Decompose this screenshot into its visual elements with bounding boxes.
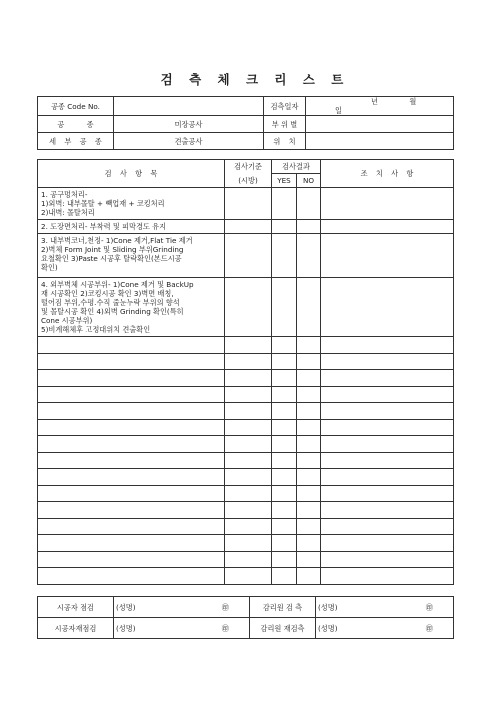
name-label: (성명) — [318, 623, 338, 633]
checklist-item-line: 2)내벽: 몰탈처리 — [41, 208, 95, 217]
no-cell[interactable] — [297, 386, 321, 403]
checklist-empty-row — [38, 485, 454, 502]
signature-table — [37, 596, 454, 639]
item-cell[interactable] — [38, 370, 225, 387]
yes-cell[interactable] — [272, 188, 297, 220]
seal-icon: ㊞ — [221, 623, 229, 633]
code-label: 공종 Code No. — [38, 97, 114, 116]
action-cell[interactable] — [321, 220, 454, 234]
supervisor-recheck-label: 감리원 재검측 — [250, 618, 316, 639]
info-row-trade — [38, 116, 454, 133]
checklist-item-row — [38, 234, 454, 278]
checklist-empty-row — [38, 370, 454, 387]
header-standard: 검사기준 — [225, 160, 272, 174]
checklist-item-text — [38, 220, 225, 234]
standard-cell[interactable] — [225, 469, 272, 486]
yes-cell[interactable] — [272, 568, 297, 585]
no-cell[interactable] — [297, 337, 321, 354]
standard-cell[interactable] — [225, 234, 272, 278]
inspection-date-label: 검측일자 — [264, 97, 306, 116]
header-items: 검 사 항 목 — [38, 160, 225, 188]
contractor-check-signature[interactable] — [114, 597, 250, 618]
checklist-item-line: 재 시공확인 2)코킹시공 확인 3)벽면 배칭, — [41, 289, 174, 298]
checklist-item-line: 및 몰탈시공 확인 4)외벽 Grinding 확인(특히 — [41, 307, 184, 316]
yes-cell[interactable] — [272, 551, 297, 568]
page-title: 검 측 체 크 리 스 트 — [160, 72, 344, 87]
standard-cell[interactable] — [225, 535, 272, 552]
checklist-item-line: 1. 공구멍처리- — [41, 190, 88, 199]
checklist-empty-row — [38, 469, 454, 486]
no-cell[interactable] — [297, 220, 321, 234]
yes-cell[interactable] — [272, 535, 297, 552]
checklist-item-text — [38, 188, 225, 220]
signature-row — [38, 597, 454, 618]
no-cell[interactable] — [297, 278, 321, 337]
checklist-empty-row — [38, 452, 454, 469]
date-year: 년 — [371, 97, 378, 106]
no-cell[interactable] — [297, 551, 321, 568]
item-cell[interactable] — [38, 353, 225, 370]
standard-cell[interactable] — [225, 419, 272, 436]
standard-cell[interactable] — [225, 452, 272, 469]
header-no: NO — [297, 174, 321, 188]
supervisor-recheck-signature[interactable] — [316, 618, 454, 639]
yes-cell[interactable] — [272, 485, 297, 502]
item-cell[interactable] — [38, 469, 225, 486]
yes-cell[interactable] — [272, 518, 297, 535]
checklist-header-row — [38, 160, 454, 174]
checklist-item-line: 3. 내부벽코너,천정- 1)Cone 제거,Flat Tie 제거 — [41, 236, 193, 245]
checklist-item-line: 떨어짐 부위,수평.수직 줄눈누락 부위의 향석 — [41, 298, 180, 307]
contractor-material-signature[interactable] — [114, 618, 250, 639]
signature-row — [38, 618, 454, 639]
standard-cell[interactable] — [225, 568, 272, 585]
yes-cell[interactable] — [272, 452, 297, 469]
standard-cell[interactable] — [225, 278, 272, 337]
checklist-item-row — [38, 188, 454, 220]
info-row-code — [38, 97, 454, 116]
item-cell[interactable] — [38, 337, 225, 354]
item-cell[interactable] — [38, 568, 225, 585]
no-cell[interactable] — [297, 188, 321, 220]
contractor-check-label: 시공자 점검 — [38, 597, 114, 618]
date-month: 월 — [409, 97, 417, 106]
no-cell[interactable] — [297, 518, 321, 535]
part-value[interactable] — [306, 116, 454, 133]
checklist-empty-row — [38, 535, 454, 552]
yes-cell[interactable] — [272, 353, 297, 370]
item-cell[interactable] — [38, 386, 225, 403]
no-cell[interactable] — [297, 403, 321, 420]
standard-cell[interactable] — [225, 337, 272, 354]
part-label: 부 위 별 — [264, 116, 306, 133]
standard-cell[interactable] — [225, 353, 272, 370]
seal-icon: ㊞ — [425, 602, 433, 612]
action-cell[interactable] — [321, 188, 454, 220]
action-cell[interactable] — [321, 353, 454, 370]
action-cell[interactable] — [321, 485, 454, 502]
standard-cell[interactable] — [225, 485, 272, 502]
checklist-empty-row — [38, 502, 454, 519]
action-cell[interactable] — [321, 518, 454, 535]
checklist-item-row — [38, 278, 454, 337]
code-value[interactable] — [114, 97, 264, 116]
checklist-empty-row — [38, 353, 454, 370]
yes-cell[interactable] — [272, 469, 297, 486]
supervisor-check-label: 감리원 검 측 — [250, 597, 316, 618]
checklist-empty-row — [38, 436, 454, 453]
checklist-table — [37, 159, 454, 585]
subtrade-value[interactable]: 견출공사 — [114, 133, 264, 150]
inspection-date-value[interactable] — [306, 97, 454, 116]
info-table — [37, 96, 454, 150]
supervisor-check-signature[interactable] — [316, 597, 454, 618]
item-cell[interactable] — [38, 452, 225, 469]
no-cell[interactable] — [297, 234, 321, 278]
no-cell[interactable] — [297, 353, 321, 370]
info-row-subtrade — [38, 133, 454, 150]
standard-cell[interactable] — [225, 370, 272, 387]
no-cell[interactable] — [297, 568, 321, 585]
checklist-item-row — [38, 220, 454, 234]
checklist-item-text — [38, 278, 225, 337]
item-cell[interactable] — [38, 419, 225, 436]
yes-cell[interactable] — [272, 220, 297, 234]
standard-cell[interactable] — [225, 551, 272, 568]
yes-cell[interactable] — [272, 370, 297, 387]
yes-cell[interactable] — [272, 502, 297, 519]
yes-cell[interactable] — [272, 419, 297, 436]
checklist-item-line: 4. 외부벽체 시공부위- 1)Cone 제거 및 BackUp — [41, 280, 194, 289]
yes-cell[interactable] — [272, 386, 297, 403]
no-cell[interactable] — [297, 485, 321, 502]
item-cell[interactable] — [38, 502, 225, 519]
standard-cell[interactable] — [225, 220, 272, 234]
checklist-item-line: 2. 도장면처리- 부착력 및 피막경도 유지 — [41, 222, 167, 231]
name-label: (성명) — [318, 602, 338, 612]
action-cell[interactable] — [321, 419, 454, 436]
item-cell[interactable] — [38, 518, 225, 535]
seal-icon: ㊞ — [221, 602, 229, 612]
standard-cell[interactable] — [225, 188, 272, 220]
item-cell[interactable] — [38, 485, 225, 502]
checklist-item-text — [38, 234, 225, 278]
checklist-empty-row — [38, 568, 454, 585]
no-cell[interactable] — [297, 419, 321, 436]
standard-cell[interactable] — [225, 403, 272, 420]
no-cell[interactable] — [297, 452, 321, 469]
standard-cell[interactable] — [225, 386, 272, 403]
checklist-empty-row — [38, 403, 454, 420]
standard-cell[interactable] — [225, 518, 272, 535]
location-value[interactable] — [306, 133, 454, 150]
item-cell[interactable] — [38, 535, 225, 552]
no-cell[interactable] — [297, 370, 321, 387]
action-cell[interactable] — [321, 551, 454, 568]
trade-value[interactable]: 미장공사 — [114, 116, 264, 133]
checklist-item-line: Cone 시공부위) — [41, 316, 93, 325]
action-cell[interactable] — [321, 386, 454, 403]
date-day: 일 — [335, 106, 342, 115]
action-cell[interactable] — [321, 469, 454, 486]
checklist-empty-row — [38, 386, 454, 403]
action-cell[interactable] — [321, 403, 454, 420]
standard-cell[interactable] — [225, 436, 272, 453]
action-cell[interactable] — [321, 535, 454, 552]
item-cell[interactable] — [38, 403, 225, 420]
checklist-item-line: 1)외벽: 내부몰탈 + 빽업재 + 코킹처리 — [41, 199, 165, 208]
contractor-material-label: 시공자재점검 — [38, 618, 114, 639]
action-cell[interactable] — [321, 337, 454, 354]
trade-label: 공 종 — [38, 116, 114, 133]
action-cell[interactable] — [321, 436, 454, 453]
header-standard-sub: (시방) — [225, 174, 272, 188]
no-cell[interactable] — [297, 502, 321, 519]
yes-cell[interactable] — [272, 337, 297, 354]
item-cell[interactable] — [38, 436, 225, 453]
no-cell[interactable] — [297, 469, 321, 486]
standard-cell[interactable] — [225, 502, 272, 519]
yes-cell[interactable] — [272, 234, 297, 278]
action-cell[interactable] — [321, 452, 454, 469]
checklist-item-line: 확인) — [41, 263, 58, 272]
name-label: (성명) — [116, 623, 136, 633]
yes-cell[interactable] — [272, 436, 297, 453]
action-cell[interactable] — [321, 568, 454, 585]
yes-cell[interactable] — [272, 278, 297, 337]
action-cell[interactable] — [321, 502, 454, 519]
header-action: 조 치 사 항 — [321, 160, 454, 188]
item-cell[interactable] — [38, 551, 225, 568]
checklist-empty-row — [38, 337, 454, 354]
header-yes: YES — [272, 174, 297, 188]
checklist-item-line: 2)벽체 Form Joint 및 Sliding 부위Grinding — [41, 245, 184, 254]
checklist-item-line: 요철확인 3)Paste 시공후 탈락확인(본드시공 — [41, 254, 182, 263]
action-cell[interactable] — [321, 370, 454, 387]
subtrade-label: 세 부 공 종 — [38, 133, 114, 150]
no-cell[interactable] — [297, 436, 321, 453]
no-cell[interactable] — [297, 535, 321, 552]
checklist-empty-row — [38, 419, 454, 436]
checklist-empty-row — [38, 551, 454, 568]
header-result: 검사결과 — [272, 160, 321, 174]
yes-cell[interactable] — [272, 403, 297, 420]
checklist-empty-row — [38, 518, 454, 535]
action-cell[interactable] — [321, 234, 454, 278]
seal-icon: ㊞ — [425, 623, 433, 633]
name-label: (성명) — [116, 602, 136, 612]
action-cell[interactable] — [321, 278, 454, 337]
checklist-item-line: 5)비계해체후 고정대위치 견출확인 — [41, 325, 151, 334]
location-label: 위 치 — [264, 133, 306, 150]
